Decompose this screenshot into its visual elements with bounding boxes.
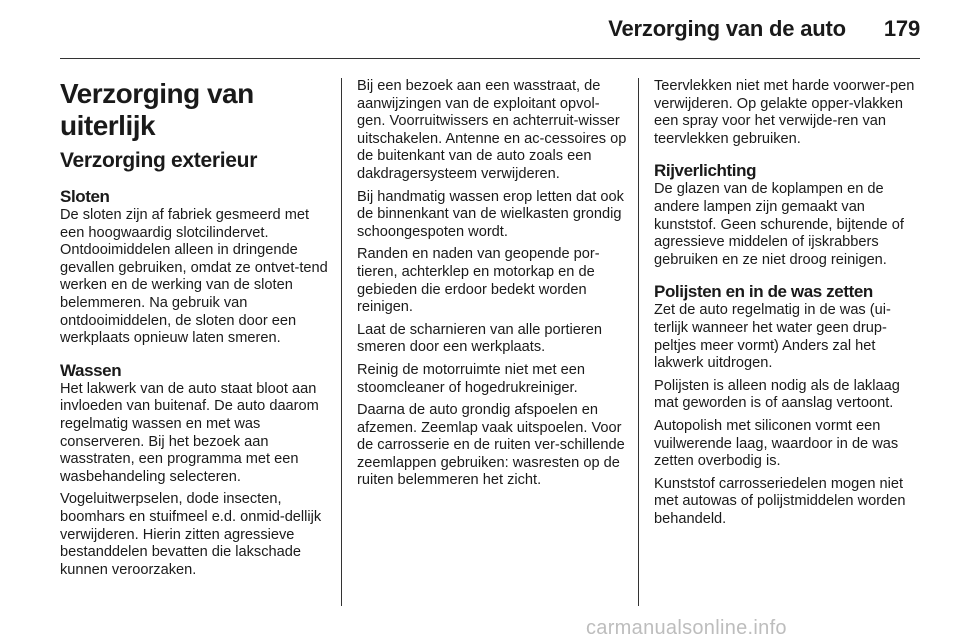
paragraph: Zet de auto regelmatig in de was (ui-terlijk wanneer het water geen drup-peltjes meer vormt) Anders zal het lakwerk uitdrogen. bbox=[654, 302, 891, 372]
section-heading: Verzorging exterieur bbox=[60, 149, 258, 172]
paragraph: Kunststof carrosseriedelen mogen niet met autowas of polijstmiddelen worden behandeld. bbox=[654, 475, 906, 527]
subsection-title: Rijverlichting bbox=[654, 161, 757, 181]
column-divider-2 bbox=[638, 78, 639, 606]
column-divider-1 bbox=[341, 78, 342, 606]
header-divider bbox=[60, 58, 920, 59]
paragraph: Reinig de motorruimte niet met een stoomcleaner of hogedrukreiniger. bbox=[357, 361, 585, 396]
paragraph: De glazen van de koplampen en de andere lampen zijn gemaakt van kunststof. Geen schurende, bijtende of agressieve middelen of ijskrabbers gebruiken en ze niet droog reinigen. bbox=[654, 181, 904, 268]
paragraph: Randen en naden van geopende por-tieren, achterklep en motorkap en de gebieden die erdoor bedekt worden reinigen. bbox=[357, 246, 600, 316]
section-wassen bbox=[60, 361, 330, 580]
paragraph: Laat de scharnieren van alle portieren smeren door een werkplaats. bbox=[357, 321, 603, 356]
column-1 bbox=[60, 78, 330, 579]
column-2 bbox=[357, 78, 627, 490]
paragraph: Polijsten is alleen nodig als de laklaag mat geworden is of aanslag vertoont. bbox=[654, 377, 900, 412]
watermark: carmanualsonline.info bbox=[586, 617, 787, 639]
chapter-heading: Verzorging van uiterlijk bbox=[60, 78, 254, 141]
page-number: 179 bbox=[883, 16, 920, 41]
section-polijsten bbox=[654, 282, 924, 528]
section-intro bbox=[654, 78, 924, 148]
page-header bbox=[608, 16, 920, 42]
paragraph: Autopolish met siliconen vormt een vuilwerende laag, waardoor in de was zetten overbodig is. bbox=[654, 417, 899, 470]
section-sloten bbox=[60, 187, 330, 348]
subsection-title: Sloten bbox=[60, 187, 110, 206]
paragraph: Bij handmatig wassen erop letten dat ook de binnenkant van de wielkasten grondig schoongespoten wordt. bbox=[357, 188, 624, 240]
subsection-title: Wassen bbox=[60, 360, 122, 380]
section-rijverlichting bbox=[654, 161, 924, 269]
paragraph: Vogeluitwerpselen, dode insecten, boomhars en stuifmeel e.d. onmid-dellijk verwijderen. Hierin zitten agressieve bestanddelen bevatten die lakschade kunnen veroorzaken. bbox=[60, 491, 322, 578]
paragraph: Bij een bezoek aan een wasstraat, de aanwijzingen van de exploitant opvol-gen. Voorruitwissers en achterruit-wisser uitschakelen. Antenne en ac-cessoires op de buitenkant van de auto zoals een dakdragersysteem verwijderen. bbox=[357, 78, 627, 182]
paragraph: Daarna de auto grondig afspoelen en afzemen. Zeemlap vaak uitspoelen. Voor de carrosserie en de ruiten ver-schillende zeemlappen gebruiken: wasresten op de ruiten belemmeren het zicht. bbox=[357, 402, 625, 489]
header-title: Verzorging van de auto bbox=[608, 16, 846, 41]
subsection-title: Polijsten en in de was zetten bbox=[654, 282, 873, 302]
paragraph: Teervlekken niet met harde voorwer-pen verwijderen. Op gelakte opper-vlakken een spray voor het verwijde-ren van teervlekken gebruiken. bbox=[654, 78, 915, 147]
paragraph: Het lakwerk van de auto staat bloot aan invloeden van buitenaf. De auto daarom regelmatig wassen en met was conserveren. Bij het bezoek aan wasstraten, een programma met een wasbehandeling selecteren. bbox=[60, 380, 319, 485]
column-3 bbox=[654, 78, 924, 528]
paragraph: De sloten zijn af fabriek gesmeerd met een hoogwaardig slotcilindervet. Ontdooimiddelen alleen in dringende gevallen gebruiken, omdat ze ontvet-tend werken en de werking van de sloten belemmeren. Na gebruik van ontdooimiddelen, de sloten door een werkplaats opnieuw laten smeren. bbox=[60, 207, 328, 347]
